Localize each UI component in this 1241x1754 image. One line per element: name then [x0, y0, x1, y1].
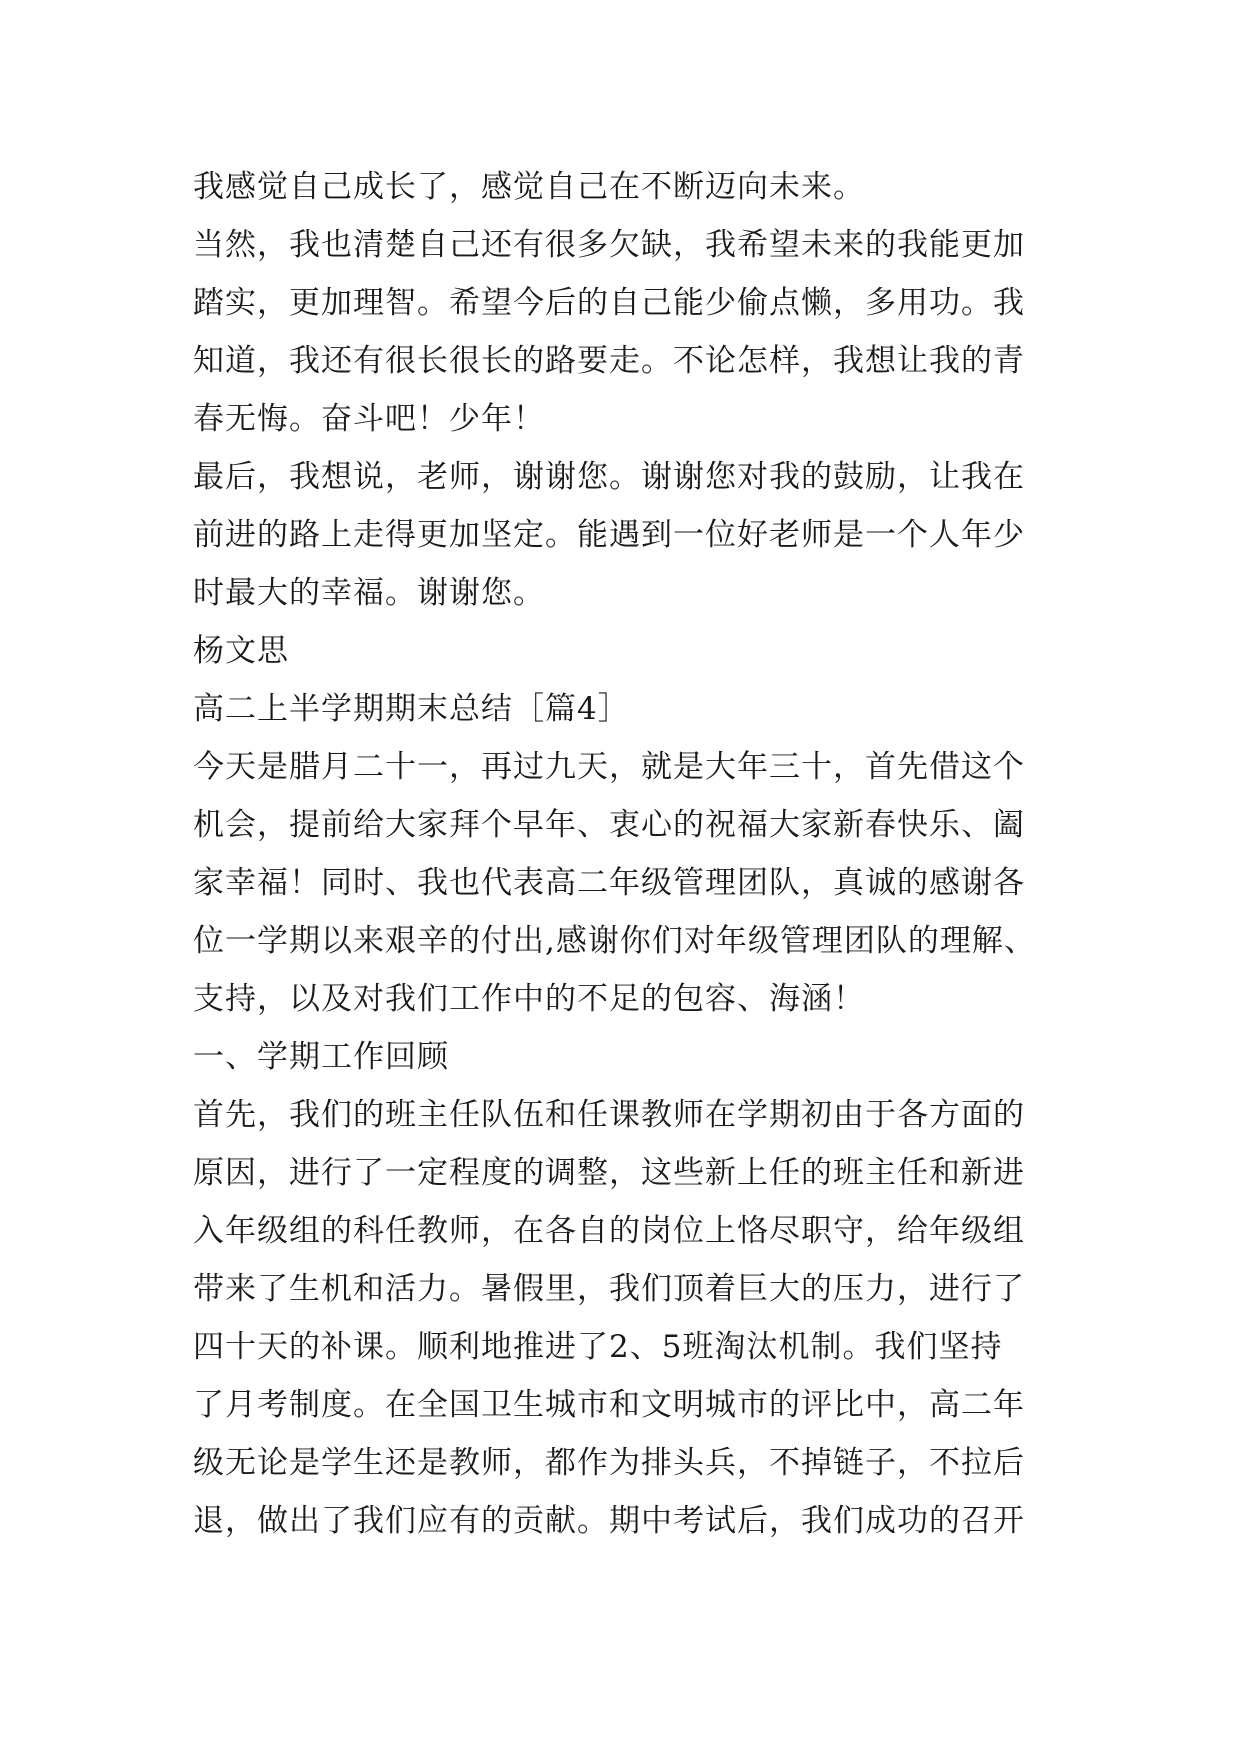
text-line: 前进的路上走得更加坚定。能遇到一位好老师是一个人年少: [193, 517, 1025, 553]
subsection-heading: 一、学期工作回顾: [193, 1039, 449, 1075]
text-line: 位一学期以来艰辛的付出,感谢你们对年级管理团队的理解、: [193, 923, 1036, 959]
text-line: 春无悔。奋斗吧！少年！: [193, 401, 545, 437]
text-line: 当然，我也清楚自己还有很多欠缺，我希望未来的我能更加: [193, 227, 1025, 263]
signature-name: 杨文思: [193, 633, 289, 669]
text-line: 时最大的幸福。谢谢您。: [193, 575, 545, 611]
text-line: 踏实，更加理智。希望今后的自己能少偷点懒，多用功。我: [193, 285, 1025, 321]
text-line: 支持，以及对我们工作中的不足的包容、海涵！: [193, 981, 865, 1017]
text-line: 了月考制度。在全国卫生城市和文明城市的评比中，高二年: [193, 1387, 1025, 1423]
text-line: 原因，进行了一定程度的调整，这些新上任的班主任和新进: [193, 1155, 1025, 1191]
section-title: 高二上半学期期末总结［篇4］: [193, 691, 630, 727]
text-line: 首先，我们的班主任队伍和任课教师在学期初由于各方面的: [193, 1097, 1025, 1133]
text-line: 四十天的补课。顺利地推进了2、5班淘汰机制。我们坚持: [193, 1329, 1003, 1365]
text-line: 家幸福！同时、我也代表高二年级管理团队，真诚的感谢各: [193, 865, 1025, 901]
text-line: 今天是腊月二十一，再过九天，就是大年三十，首先借这个: [193, 749, 1025, 785]
text-line: 我感觉自己成长了，感觉自己在不断迈向未来。: [193, 169, 865, 205]
text-line: 机会，提前给大家拜个早年、衷心的祝福大家新春快乐、阖: [193, 807, 1025, 843]
text-line: 入年级组的科任教师，在各自的岗位上恪尽职守，给年级组: [193, 1213, 1025, 1249]
text-line: 带来了生机和活力。暑假里，我们顶着巨大的压力，进行了: [193, 1271, 1025, 1307]
text-line: 知道，我还有很长很长的路要走。不论怎样，我想让我的青: [193, 343, 1025, 379]
document-body: [193, 158, 1073, 1550]
text-line: 级无论是学生还是教师，都作为排头兵，不掉链子，不拉后: [193, 1445, 1025, 1481]
text-line: 最后，我想说，老师，谢谢您。谢谢您对我的鼓励，让我在: [193, 459, 1025, 495]
text-line: 退，做出了我们应有的贡献。期中考试后，我们成功的召开: [193, 1503, 1025, 1539]
